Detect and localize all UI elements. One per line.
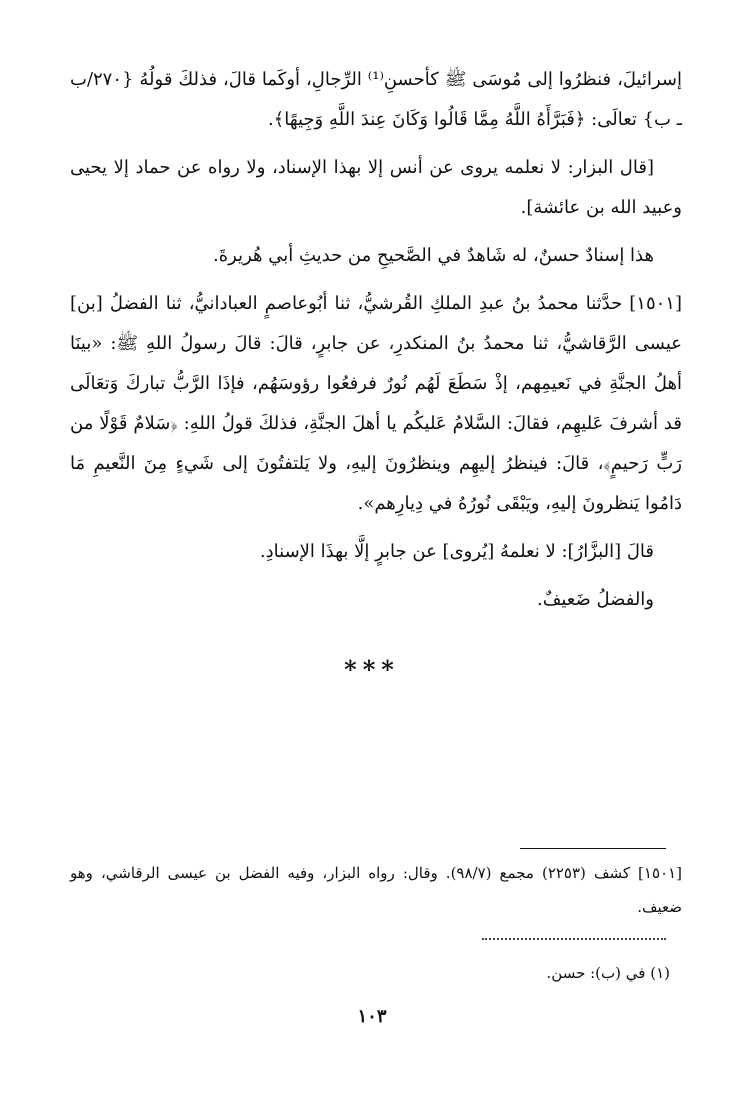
footnote-1: (١) في (ب): حسن. [546, 964, 670, 982]
paragraph-musa-verse: إسرائيلَ، فنظرُوا إلى مُوسَى ﷺ كأحسنِ⁽¹⁾ الرِّجالِ، أوكَما قالَ، فذلكَ قولُهُ {٢٧٠/ب ـ ب} تعالَى: ﴿فَبَرَّأَهُ اللَّهُ مِمَّا قَالُوا وَكَانَ عِندَ اللَّهِ وَجِيهًا﴾. [70, 69, 682, 130]
paragraph-bazzar-comment: قالَ [البزَّارُ]: لا نعلمهُ [يُروى] عن جابرٍ إلَّا بهذَا الإسنادِ. [259, 541, 654, 562]
section-separator: *** [344, 655, 400, 684]
paragraph-fadl-weak: والفضلُ ضَعيفٌ. [537, 589, 654, 610]
page-number: ١٠٣ [357, 1006, 387, 1027]
paragraph-bazzar-note: [قال البزار: لا نعلمه يروى عن أنس إلا بهذا الإسناد، ولا رواه عن حماد إلا يحيى وعبيد الله بن عائشة]. [70, 157, 682, 218]
paragraph-isnad-grade: هذا إسنادٌ حسنٌ، له شَاهدٌ في الصَّحيحِ من حديثِ أبي هُريرةَ. [212, 245, 654, 266]
takhrij-notes [70, 856, 682, 924]
paragraph-hadith-1501: [١٥٠١] حدَّثنا محمدُ بنُ عبدِ الملكِ القُرشيُّ، ثنا أبُوعاصمٍ العبادانيُّ، ثنا الفضلُ [بن] عيسى الرَّقاشيُّ، ثنا محمدُ بنُ المنكدرِ، عن جابرٍ، قالَ: قالَ رسولُ اللهِ ﷺ: «بينَا أهلُ الجنَّةِ في نَعيمِهم، إذْ سَطَعَ لَهُم نُورٌ فرفعُوا رؤوسَهُم، فإذَا الرَّبُّ تباركَ وَتعَالَى قد أشرفَ عَليهِم، فقالَ: السَّلامُ عَليكُم يا أهلَ الجنَّةِ، فذلكَ قولُ اللهِ: ﴿سَلامٌ قَوْلًا من رَبٍّ رَحيمٍ﴾، قالَ: فينظرُ إليهِم وينظرُونَ إليهِ، ولا يَلتفتُونَ إلى شَيءٍ مِنَ النَّعيمِ مَا دَامُوا يَنظرونَ إليهِ، ويَبْقَى نُورُهُ في دِيارِهم». [70, 293, 682, 514]
footnote-divider [520, 848, 666, 849]
takhrij-note-1501: [١٥٠١] كشف (٢٢٥٣) مجمع (٩٨/٧). وقال: رواه البزار، وفيه الفضل بن عيسى الرقاشي، وهو ضعيف. [70, 864, 682, 916]
main-text [70, 60, 682, 620]
dotted-divider [482, 938, 666, 940]
